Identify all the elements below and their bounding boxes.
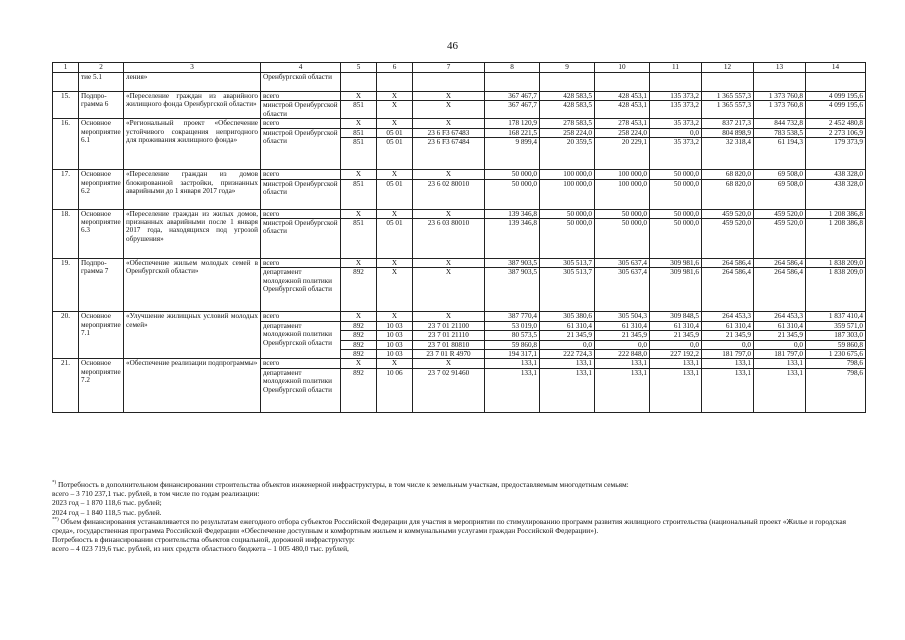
col-header: 6 bbox=[377, 63, 413, 73]
value-cell: 61 310,4 bbox=[650, 321, 702, 330]
value-cell: 23 7 01 21110 bbox=[413, 331, 485, 340]
event-name: «Улучшение жилищных условий молодых семей» bbox=[124, 312, 261, 359]
finance-table bbox=[52, 62, 866, 413]
value-cell: 23 7 01 R 4970 bbox=[413, 350, 485, 359]
value-cell: 305 513,7 bbox=[540, 259, 595, 268]
col-header: 1 bbox=[53, 63, 79, 73]
value-cell: 61 310,4 bbox=[754, 321, 806, 330]
value-cell: 4 099 195,6 bbox=[806, 92, 866, 101]
value-cell: 278 453,1 bbox=[595, 119, 650, 128]
event-type: Основное мероприятие 6.1 bbox=[79, 119, 124, 170]
value-cell: X bbox=[377, 209, 413, 218]
value-cell: 309 848,5 bbox=[650, 312, 702, 321]
row-number: 15. bbox=[53, 92, 79, 119]
value-cell: 139 346,8 bbox=[485, 209, 540, 218]
event-type: Основное мероприятие 7.2 bbox=[79, 359, 124, 412]
value-cell: 05 01 bbox=[377, 179, 413, 209]
footnote-1-total: всего – 3 710 237,1 тыс. рублей, в том числе по годам реализации: bbox=[52, 489, 260, 499]
col-header: 2 bbox=[79, 63, 124, 73]
value-cell: 1 208 386,8 bbox=[806, 219, 866, 259]
value-cell: X bbox=[413, 101, 485, 119]
cell bbox=[53, 73, 79, 92]
value-cell: 1 838 209,0 bbox=[806, 259, 866, 268]
col-header: 12 bbox=[702, 63, 754, 73]
value-cell: 32 318,4 bbox=[702, 138, 754, 170]
value-cell: 227 192,2 bbox=[650, 350, 702, 359]
col-header: 14 bbox=[806, 63, 866, 73]
table-row bbox=[53, 312, 866, 321]
value-cell: 1 838 209,0 bbox=[806, 268, 866, 312]
value-cell: 10 03 bbox=[377, 331, 413, 340]
value-cell: 264 586,4 bbox=[754, 268, 806, 312]
value-cell: X bbox=[377, 268, 413, 312]
value-cell: 05 01 bbox=[377, 138, 413, 170]
event-type: Основное мероприятие 6.2 bbox=[79, 170, 124, 209]
value-cell: 10 03 bbox=[377, 321, 413, 330]
col-header: 9 bbox=[540, 63, 595, 73]
value-cell: X bbox=[377, 119, 413, 128]
value-cell: 892 bbox=[341, 350, 377, 359]
value-cell: 21 345,9 bbox=[595, 331, 650, 340]
value-cell: X bbox=[377, 92, 413, 101]
col-header: 13 bbox=[754, 63, 806, 73]
value-cell: 50 000,0 bbox=[485, 170, 540, 179]
value-cell: 23 7 01 21100 bbox=[413, 321, 485, 330]
value-cell: 222 848,0 bbox=[595, 350, 650, 359]
value-cell: 05 01 bbox=[377, 219, 413, 259]
value-cell: 21 345,9 bbox=[702, 331, 754, 340]
value-cell: 367 467,7 bbox=[485, 92, 540, 101]
value-cell: 459 520,0 bbox=[702, 209, 754, 218]
value-cell: 68 820,0 bbox=[702, 179, 754, 209]
value-cell: 1 230 675,6 bbox=[806, 350, 866, 359]
value-cell: 892 bbox=[341, 268, 377, 312]
footnote-2 bbox=[52, 517, 852, 535]
value-cell: 50 000,0 bbox=[650, 179, 702, 209]
value-cell: 69 508,0 bbox=[754, 179, 806, 209]
cell bbox=[341, 73, 377, 92]
value-cell: 2 273 106,9 bbox=[806, 128, 866, 137]
value-cell: 2 452 480,8 bbox=[806, 119, 866, 128]
value-cell: 844 732,8 bbox=[754, 119, 806, 128]
value-cell: 305 504,3 bbox=[595, 312, 650, 321]
value-cell: 179 373,9 bbox=[806, 138, 866, 170]
value-cell: 168 221,5 bbox=[485, 128, 540, 137]
value-cell: 133,1 bbox=[754, 359, 806, 368]
value-cell: 181 797,0 bbox=[702, 350, 754, 359]
value-cell: 851 bbox=[341, 219, 377, 259]
value-cell: 50 000,0 bbox=[650, 219, 702, 259]
table-row bbox=[53, 359, 866, 368]
executor: всего bbox=[261, 209, 341, 218]
value-cell: 222 724,3 bbox=[540, 350, 595, 359]
col-header: 4 bbox=[261, 63, 341, 73]
col-header: 11 bbox=[650, 63, 702, 73]
value-cell: 100 000,0 bbox=[595, 179, 650, 209]
value-cell: 133,1 bbox=[485, 359, 540, 368]
value-cell: 50 000,0 bbox=[650, 209, 702, 218]
value-cell: 305 380,6 bbox=[540, 312, 595, 321]
value-cell: 264 453,3 bbox=[702, 312, 754, 321]
value-cell: 428 453,1 bbox=[595, 92, 650, 101]
table-row bbox=[53, 259, 866, 268]
executor: всего bbox=[261, 92, 341, 101]
row-number: 21. bbox=[53, 359, 79, 412]
event-name: «Обеспечение жильем молодых семей в Оренбургской области» bbox=[124, 259, 261, 312]
value-cell: 783 538,5 bbox=[754, 128, 806, 137]
executor: минстрой Оренбургской области bbox=[261, 101, 341, 119]
value-cell: X bbox=[377, 170, 413, 179]
value-cell: 0,0 bbox=[702, 340, 754, 349]
event-name: «Переселение граждан из домов блокированной застройки, признанных аварийными до 1 января 2017 года» bbox=[124, 170, 261, 209]
value-cell: 50 000,0 bbox=[540, 209, 595, 218]
event-type: Основное мероприятие 7.1 bbox=[79, 312, 124, 359]
value-cell: 305 513,7 bbox=[540, 268, 595, 312]
value-cell: X bbox=[341, 312, 377, 321]
footnotes bbox=[52, 480, 852, 554]
executor: департамент молодежной политики Оренбургской области bbox=[261, 321, 341, 359]
value-cell: 133,1 bbox=[650, 368, 702, 412]
cell bbox=[650, 73, 702, 92]
value-cell: 387 770,4 bbox=[485, 312, 540, 321]
value-cell: 50 000,0 bbox=[650, 170, 702, 179]
executor: департамент молодежной политики Оренбургской области bbox=[261, 368, 341, 412]
value-cell: X bbox=[341, 92, 377, 101]
value-cell: X bbox=[413, 119, 485, 128]
value-cell: 139 346,8 bbox=[485, 219, 540, 259]
value-cell: X bbox=[413, 268, 485, 312]
value-cell: 23 6 02 80010 bbox=[413, 179, 485, 209]
row-number: 18. bbox=[53, 209, 79, 258]
cell bbox=[413, 73, 485, 92]
value-cell: 50 000,0 bbox=[540, 219, 595, 259]
value-cell: X bbox=[377, 259, 413, 268]
footnote-3: Потребность в финансировании строительства объектов социальной, дорожной инфраструктур: bbox=[52, 535, 355, 545]
table-row bbox=[53, 209, 866, 218]
value-cell: 892 bbox=[341, 331, 377, 340]
cell bbox=[595, 73, 650, 92]
row-number: 19. bbox=[53, 259, 79, 312]
value-cell: 1 837 410,4 bbox=[806, 312, 866, 321]
col-header: 10 bbox=[595, 63, 650, 73]
value-cell: 9 899,4 bbox=[485, 138, 540, 170]
executor: минстрой Оренбургской области bbox=[261, 128, 341, 169]
value-cell: 133,1 bbox=[485, 368, 540, 412]
value-cell: 10 06 bbox=[377, 368, 413, 412]
value-cell: 387 903,5 bbox=[485, 259, 540, 268]
executor: всего bbox=[261, 170, 341, 179]
event-type: Подпро-грамма 6 bbox=[79, 92, 124, 119]
value-cell: 133,1 bbox=[702, 368, 754, 412]
value-cell: X bbox=[341, 359, 377, 368]
value-cell: 4 099 195,6 bbox=[806, 101, 866, 119]
value-cell: 1 373 760,8 bbox=[754, 101, 806, 119]
value-cell: 23 6 F3 67484 bbox=[413, 138, 485, 170]
value-cell: 133,1 bbox=[650, 359, 702, 368]
value-cell: 23 7 01 80810 bbox=[413, 340, 485, 349]
value-cell: X bbox=[377, 101, 413, 119]
value-cell: 459 520,0 bbox=[702, 219, 754, 259]
value-cell: X bbox=[377, 359, 413, 368]
table-row bbox=[53, 92, 866, 101]
cell bbox=[806, 73, 866, 92]
value-cell: 459 520,0 bbox=[754, 209, 806, 218]
value-cell: 258 224,0 bbox=[540, 128, 595, 137]
value-cell: 61 310,4 bbox=[540, 321, 595, 330]
event-name: «Переселение граждан из жилых домов, признанных аварийными после 1 января 2017 года, находящихся под угрозой обрушения» bbox=[124, 209, 261, 258]
value-cell: 438 328,0 bbox=[806, 179, 866, 209]
value-cell: 1 365 557,3 bbox=[702, 92, 754, 101]
value-cell: 68 820,0 bbox=[702, 170, 754, 179]
header-row bbox=[53, 63, 866, 73]
cell bbox=[485, 73, 540, 92]
value-cell: 438 328,0 bbox=[806, 170, 866, 179]
footnote-1-2024: 2024 год – 1 840 118,5 тыс. рублей. bbox=[52, 507, 162, 517]
value-cell: 278 583,5 bbox=[540, 119, 595, 128]
cell bbox=[702, 73, 754, 92]
value-cell: 135 373,2 bbox=[650, 101, 702, 119]
value-cell: 0,0 bbox=[754, 340, 806, 349]
value-cell: 50 000,0 bbox=[485, 179, 540, 209]
value-cell: X bbox=[341, 209, 377, 218]
value-cell: X bbox=[413, 170, 485, 179]
value-cell: 387 903,5 bbox=[485, 268, 540, 312]
value-cell: 264 586,4 bbox=[754, 259, 806, 268]
value-cell: X bbox=[377, 312, 413, 321]
value-cell: 0,0 bbox=[540, 340, 595, 349]
value-cell: 133,1 bbox=[702, 359, 754, 368]
value-cell: 1 208 386,8 bbox=[806, 209, 866, 218]
value-cell: 80 573,5 bbox=[485, 331, 540, 340]
footnote-text: Объем финансирования устанавливается по результатам ежегодного отбора субъектов Российской Федерации для участия в мероприятии по стимулированию программ развития жилищного строительства (национальный проект «Жилье и городская среда», государственная программа Российской Федерации «Обеспечение доступным и комфортным жильем и коммунальными услугами граждан Российской Федерации»). bbox=[52, 516, 846, 536]
value-cell: 23 7 02 91460 bbox=[413, 368, 485, 412]
event-name: «Переселение граждан из аварийного жилищного фонда Оренбургской области» bbox=[124, 92, 261, 119]
col-header: 3 bbox=[124, 63, 261, 73]
value-cell: 20 229,1 bbox=[595, 138, 650, 170]
value-cell: 892 bbox=[341, 340, 377, 349]
value-cell: 264 586,4 bbox=[702, 268, 754, 312]
value-cell: 851 bbox=[341, 179, 377, 209]
value-cell: 100 000,0 bbox=[540, 179, 595, 209]
value-cell: 0,0 bbox=[595, 340, 650, 349]
value-cell: 20 359,5 bbox=[540, 138, 595, 170]
footnote-mark: *) bbox=[52, 480, 57, 486]
value-cell: 428 583,5 bbox=[540, 101, 595, 119]
value-cell: X bbox=[413, 92, 485, 101]
executor: минстрой Оренбургской области bbox=[261, 179, 341, 209]
value-cell: 23 6 F3 67483 bbox=[413, 128, 485, 137]
value-cell: 181 797,0 bbox=[754, 350, 806, 359]
footnote-text: Потребность в дополнительном финансировании строительства объектов инженерной инфраструктуры, в том числе к земельным участкам, предоставляемым многодетным семьям: bbox=[58, 480, 629, 489]
value-cell: 21 345,9 bbox=[650, 331, 702, 340]
value-cell: 0,0 bbox=[650, 340, 702, 349]
value-cell: 264 586,4 bbox=[702, 259, 754, 268]
value-cell: 0,0 bbox=[650, 128, 702, 137]
value-cell: 133,1 bbox=[595, 359, 650, 368]
value-cell: 359 571,0 bbox=[806, 321, 866, 330]
value-cell: 133,1 bbox=[595, 368, 650, 412]
executor: всего bbox=[261, 359, 341, 368]
footnote-3-total: всего – 4 023 719,6 тыс. рублей, из них средств областного бюджета – 1 005 480,0 тыс. рублей, bbox=[52, 544, 349, 554]
value-cell: 50 000,0 bbox=[595, 219, 650, 259]
value-cell: 61 310,4 bbox=[595, 321, 650, 330]
executor: минстрой Оренбургской области bbox=[261, 219, 341, 259]
col-header: 7 bbox=[413, 63, 485, 73]
value-cell: 309 981,6 bbox=[650, 259, 702, 268]
value-cell: 367 467,7 bbox=[485, 101, 540, 119]
value-cell: 892 bbox=[341, 321, 377, 330]
value-cell: 798,6 bbox=[806, 368, 866, 412]
cell bbox=[377, 73, 413, 92]
value-cell: 264 453,3 bbox=[754, 312, 806, 321]
value-cell: 61 194,3 bbox=[754, 138, 806, 170]
value-cell: 428 453,1 bbox=[595, 101, 650, 119]
value-cell: 851 bbox=[341, 101, 377, 119]
value-cell: X bbox=[413, 259, 485, 268]
value-cell: 59 860,8 bbox=[485, 340, 540, 349]
value-cell: 61 310,4 bbox=[702, 321, 754, 330]
value-cell: 35 373,2 bbox=[650, 119, 702, 128]
value-cell: 53 019,0 bbox=[485, 321, 540, 330]
value-cell: 10 03 bbox=[377, 350, 413, 359]
value-cell: X bbox=[413, 312, 485, 321]
value-cell: 23 6 03 80010 bbox=[413, 219, 485, 259]
col-header: 5 bbox=[341, 63, 377, 73]
row-number: 17. bbox=[53, 170, 79, 209]
event-type: Подпро-грамма 7 bbox=[79, 259, 124, 312]
value-cell: 309 981,6 bbox=[650, 268, 702, 312]
footnote-1-2023: 2023 год – 1 870 118,6 тыс. рублей; bbox=[52, 498, 162, 508]
value-cell: 100 000,0 bbox=[540, 170, 595, 179]
table-row bbox=[53, 170, 866, 179]
event-name: «Региональный проект «Обеспечение устойчивого сокращения непригодного для проживания жилищного фонда» bbox=[124, 119, 261, 170]
continuation-row bbox=[53, 73, 866, 92]
value-cell: 05 01 bbox=[377, 128, 413, 137]
cell: Оренбургской области bbox=[261, 73, 341, 92]
value-cell: 459 520,0 bbox=[754, 219, 806, 259]
cell: ления» bbox=[124, 73, 261, 92]
value-cell: 305 637,4 bbox=[595, 268, 650, 312]
value-cell: 133,1 bbox=[754, 368, 806, 412]
executor: всего bbox=[261, 119, 341, 128]
cell bbox=[540, 73, 595, 92]
value-cell: 305 637,4 bbox=[595, 259, 650, 268]
value-cell: 178 120,9 bbox=[485, 119, 540, 128]
value-cell: 428 583,5 bbox=[540, 92, 595, 101]
value-cell: X bbox=[341, 170, 377, 179]
value-cell: 187 303,0 bbox=[806, 331, 866, 340]
value-cell: 258 224,0 bbox=[595, 128, 650, 137]
value-cell: 194 317,1 bbox=[485, 350, 540, 359]
value-cell: 798,6 bbox=[806, 359, 866, 368]
value-cell: 135 373,2 bbox=[650, 92, 702, 101]
event-name: «Обеспечение реализации подпрограммы» bbox=[124, 359, 261, 412]
footnote-1 bbox=[52, 480, 852, 489]
value-cell: 59 860,8 bbox=[806, 340, 866, 349]
footnote-mark: **) bbox=[52, 517, 59, 523]
value-cell: 851 bbox=[341, 138, 377, 170]
value-cell: 21 345,9 bbox=[754, 331, 806, 340]
page-number: 46 bbox=[447, 40, 458, 52]
value-cell: 69 508,0 bbox=[754, 170, 806, 179]
table-row bbox=[53, 119, 866, 128]
value-cell: 1 373 760,8 bbox=[754, 92, 806, 101]
executor: всего bbox=[261, 312, 341, 321]
value-cell: X bbox=[341, 259, 377, 268]
row-number: 16. bbox=[53, 119, 79, 170]
col-header: 8 bbox=[485, 63, 540, 73]
value-cell: 892 bbox=[341, 368, 377, 412]
value-cell: X bbox=[413, 209, 485, 218]
value-cell: X bbox=[413, 359, 485, 368]
value-cell: 100 000,0 bbox=[595, 170, 650, 179]
value-cell: 837 217,3 bbox=[702, 119, 754, 128]
value-cell: 133,1 bbox=[540, 359, 595, 368]
value-cell: 851 bbox=[341, 128, 377, 137]
value-cell: 1 365 557,3 bbox=[702, 101, 754, 119]
value-cell: 50 000,0 bbox=[595, 209, 650, 218]
row-number: 20. bbox=[53, 312, 79, 359]
value-cell: 35 373,2 bbox=[650, 138, 702, 170]
cell bbox=[754, 73, 806, 92]
value-cell: 133,1 bbox=[540, 368, 595, 412]
value-cell: 10 03 bbox=[377, 340, 413, 349]
value-cell: 804 898,9 bbox=[702, 128, 754, 137]
executor: всего bbox=[261, 259, 341, 268]
value-cell: 21 345,9 bbox=[540, 331, 595, 340]
event-type: Основное мероприятие 6.3 bbox=[79, 209, 124, 258]
executor: департамент молодежной политики Оренбургской области bbox=[261, 268, 341, 312]
value-cell: X bbox=[341, 119, 377, 128]
cell: тие 5.1 bbox=[79, 73, 124, 92]
